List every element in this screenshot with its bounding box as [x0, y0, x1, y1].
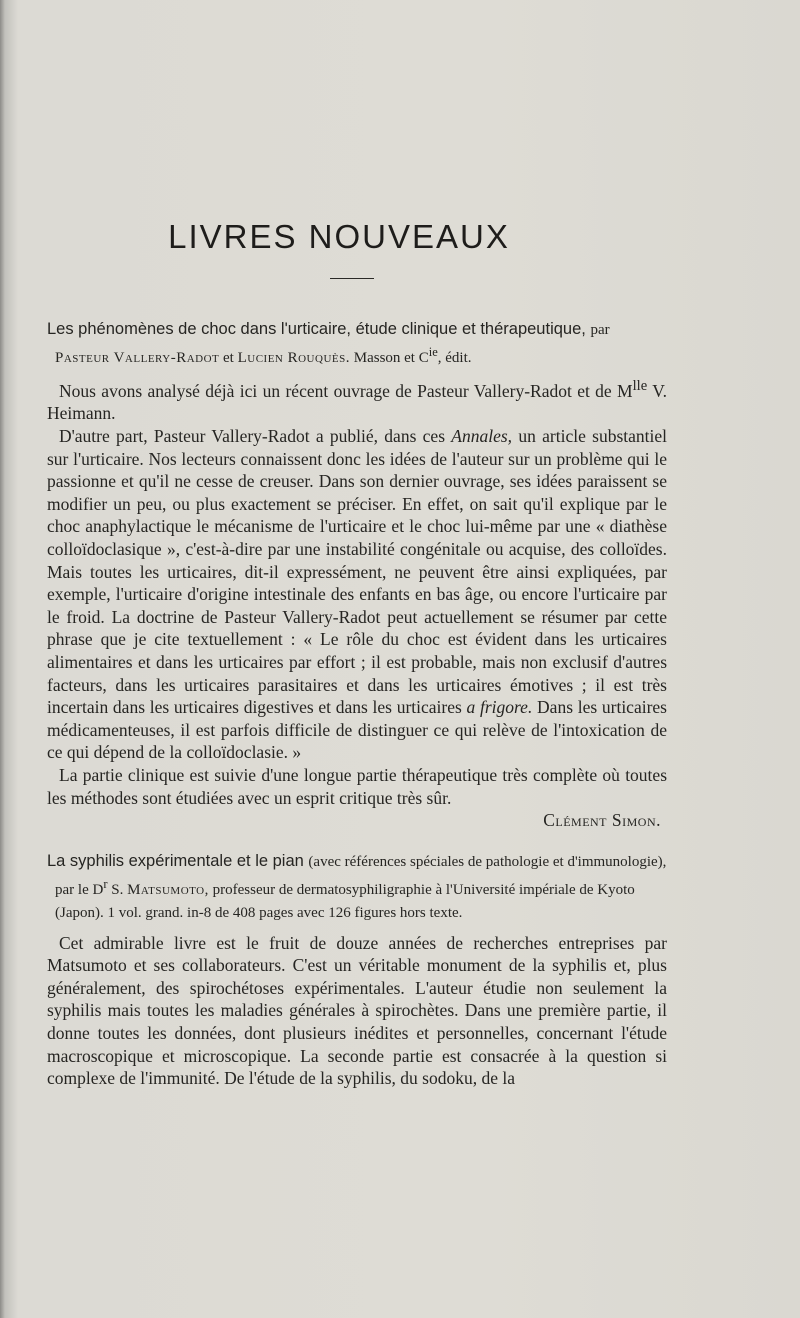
review-title [47, 318, 667, 369]
section-heading: LIVRES NOUVEAUX [168, 218, 510, 255]
review-urticaire [47, 318, 667, 832]
review-paragraph: Nous avons analysé déjà ici un récent ouvrage de Pasteur Vallery-Radot et de $M^{lle}$ V. Heimann. [47, 378, 667, 424]
book-author: Pasteur Vallery-Radot [55, 350, 220, 366]
review-syphilis [47, 850, 667, 1090]
book-publication: (avec références spéciales de pathologie et d'immunologie), par le $D^r$ S. Matsumoto, professeur de dermatosyphiligraphie à l'Université impériale de Kyoto (Japon). 1 vol. grand. in-8 de 408 pages avec 126 figures hors texte. [55, 853, 667, 921]
heading-rule [330, 278, 374, 279]
book-author: Lucien Rouquès. [237, 350, 350, 366]
review-title [47, 850, 667, 924]
review-paragraph-signed: La partie clinique est suivie d'une longue partie thérapeutique très complète où toutes les méthodes sont étudiées avec un esprit critique très sûr. [47, 764, 667, 808]
review-paragraph: D'autre part, Pasteur Vallery-Radot a publié, dans ces Annales, un article substantiel sur l'urticaire. Nos lecteurs connaissent donc les idées de l'auteur sur un problème qui le passionne et qu'il ne cesse de creuser. Dans son dernier ouvrage, ses idées paraissent se modifier un peu, ou plus exactement se préciser. En effet, on sait qu'il explique par le choc anaphylactique le mécanisme de l'urticaire et le choc lui-même par une « diathèse colloïdoclasique », c'est-à-dire par une instabilité congénitale ou acquise, des colloïdes. Mais toutes les urticaires, dit-il expressément, ne peuvent être ainsi expliquées, par exemple, l'urticaire d'origine intestinale des enfants en bas âge, ou encore l'urticaire par le froid. La doctrine de Pasteur Vallery-Radot peut actuellement se résumer par cette phrase que je cite textuellement : « Le rôle du choc est évident dans les urticaires alimentaires et dans les urticaires par effort ; il est probable, mais non exclusif d'autres facteurs, dans les urticaires parasitaires et dans les urticaires émotives ; il est très incertain dans les urticaires digestives et dans les urticaires a frigore. Dans les urticaires médicamenteuses, il est parfois difficile de distinguer ce qui relève de l'intoxication de ce qui dépend de la colloïdoclasie. » [47, 426, 667, 763]
review-paragraph: Cet admirable livre est le fruit de douze années de recherches entreprises par Matsumoto et ses collaborateurs. C'est un véritable monument de la syphilis et, plus généralement, des spirochétoses expérimentales. L'auteur étudie non seulement la syphilis mais toutes les maladies générales à spirochètes. Dans une première partie, il donne toutes les données, dont plusieurs inédites et personnelles, concernant l'étude macroscopique et microscopique. La seconde partie est consacrée à la question si complexe de l'immunité. De l'étude de la syphilis, du sodoku, de la [47, 932, 667, 1089]
book-publisher: Masson et $C^{ie}$, édit. [353, 345, 472, 366]
book-author: Matsumoto, [127, 881, 209, 898]
reviewer-signature: Clément Simon. [543, 810, 661, 831]
book-publication: par Pasteur Vallery-Radot et Lucien Rouquès. Masson et $C^{ie}$, édit. [55, 322, 610, 366]
book-title: Les phénomènes de choc dans l'urticaire, étude clinique et thérapeutique, [47, 320, 586, 338]
review-signature-line [47, 809, 667, 832]
reviews-body [47, 318, 667, 1100]
book-title: La syphilis expérimentale et le pian [47, 851, 304, 870]
